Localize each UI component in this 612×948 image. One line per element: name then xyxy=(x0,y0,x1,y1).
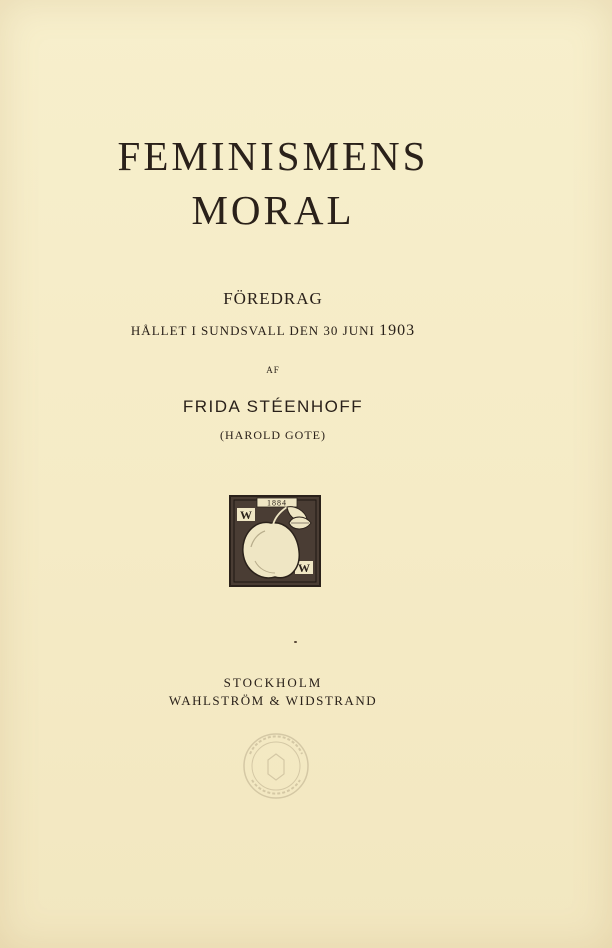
subtitle: FÖREDRAG xyxy=(223,289,323,308)
printer-mark-letter-top: W xyxy=(240,508,252,522)
occasion-text: HÅLLET I SUNDSVALL DEN 30 JUNI xyxy=(130,323,375,338)
occasion-line xyxy=(0,321,546,341)
title-line-1: FEMINISMENS xyxy=(117,133,429,179)
author-pseudonym: (HAROLD GOTE) xyxy=(220,428,326,442)
printer-mark-year: 1884 xyxy=(267,498,287,508)
printer-mark-letter-bottom: W xyxy=(298,561,310,575)
author-name: FRIDA STÉENHOFF xyxy=(182,397,364,416)
printer-mark xyxy=(229,495,321,587)
library-stamp-icon xyxy=(240,730,312,802)
title-line-2: MORAL xyxy=(191,187,355,233)
imprint-publisher: WAHLSTRÖM & WIDSTRAND xyxy=(168,693,378,708)
by-label: AF xyxy=(266,365,280,375)
ink-speck xyxy=(294,641,297,643)
occasion-year: 1903 xyxy=(379,322,416,339)
imprint-city: STOCKHOLM xyxy=(223,675,323,690)
